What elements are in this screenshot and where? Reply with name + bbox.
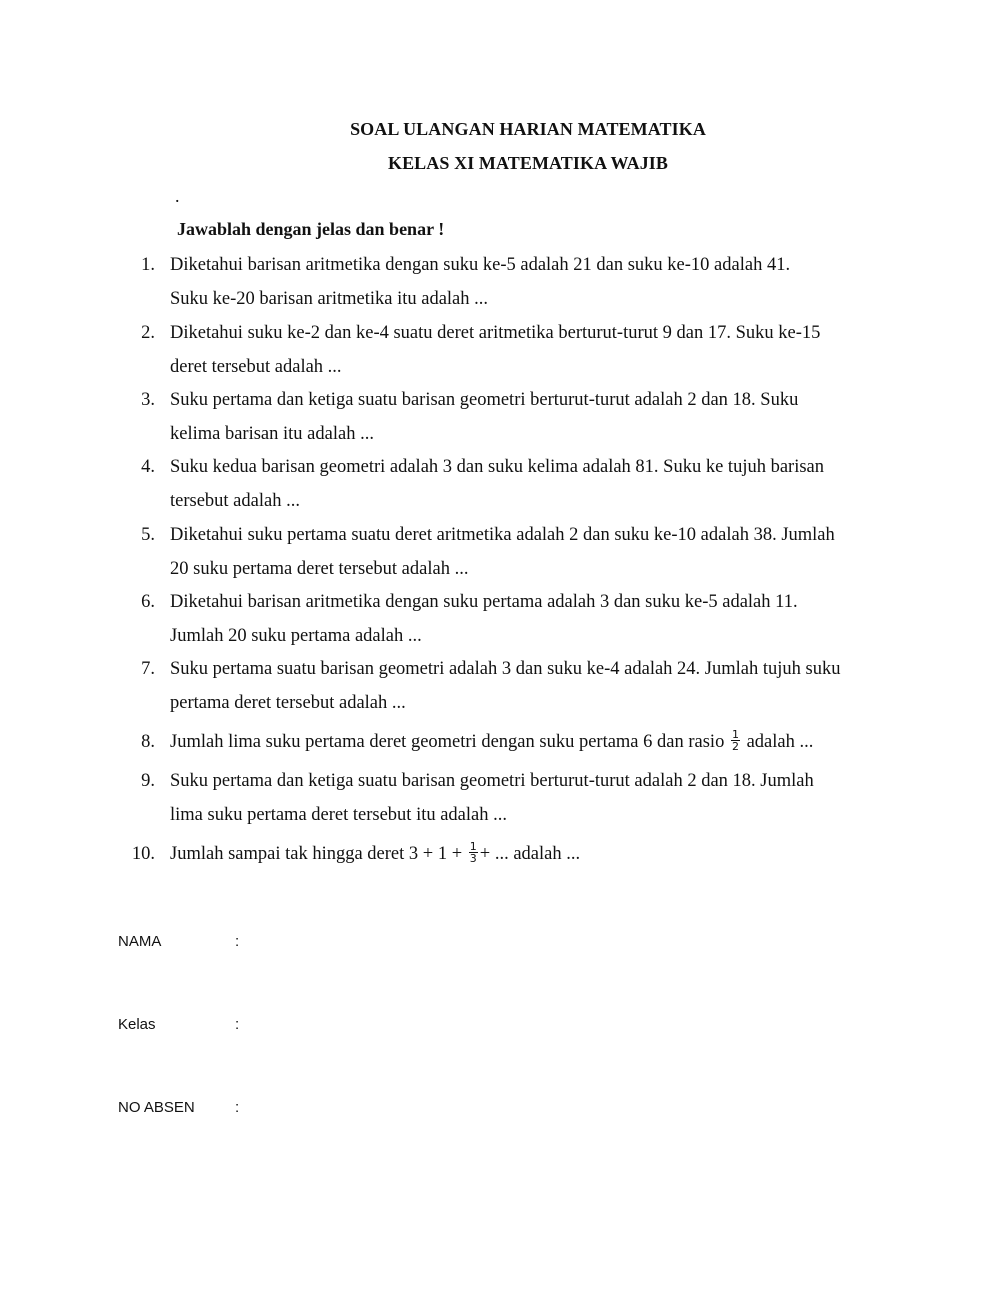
field-colon: : [235,933,240,950]
fraction-denominator: 2 [731,740,739,754]
question-number: 7. [141,659,155,679]
question-line: Suku pertama suatu barisan geometri adalah 3 dan suku ke-4 adalah 24. Jumlah tujuh suku [170,659,841,679]
fraction-numerator: 1 [469,840,477,854]
question-number: 8. [141,732,155,752]
question-line: lima suku pertama deret tersebut itu adalah ... [170,805,507,825]
instruction-text: Jawablah dengan jelas dan benar ! [177,219,445,239]
stray-dot: . [175,186,180,206]
question-number: 5. [141,525,155,545]
question-number: 6. [141,592,155,612]
question-line: kelima barisan itu adalah ... [170,424,374,444]
question-line: Jumlah sampai tak hingga deret 3 + 1 + [170,844,467,864]
field-colon: : [235,1016,240,1033]
question-text [170,316,900,384]
page-title: SOAL ULANGAN HARIAN MATEMATIKA [350,119,706,139]
question-text [170,837,900,871]
question-text [170,585,900,653]
fraction-denominator: 3 [469,852,477,866]
question-line: Diketahui barisan aritmetika dengan suku pertama adalah 3 dan suku ke-5 adalah 11. [170,592,798,612]
question-line: Diketahui suku ke-2 dan ke-4 suatu deret aritmetika berturut-turut 9 dan 17. Suku ke-15 [170,323,821,343]
fraction-numerator: 1 [731,728,739,742]
question-number: 2. [141,323,155,343]
question-number: 1. [141,255,155,275]
field-colon: : [235,1099,240,1116]
question-line: Suku pertama dan ketiga suatu barisan geometri berturut-turut adalah 2 dan 18. Jumlah [170,771,814,791]
question-line: Jumlah 20 suku pertama adalah ... [170,626,422,646]
question-line-end: adalah ... [746,732,814,752]
question-number: 4. [141,457,155,477]
page-subtitle: KELAS XI MATEMATIKA WAJIB [387,153,669,173]
question-line: tersebut adalah ... [170,491,300,511]
question-text [170,725,900,759]
question-number: 3. [141,390,155,410]
question-text [170,383,900,451]
field-label-no-absen: NO ABSEN [118,1099,195,1116]
field-label-nama: NAMA [118,933,162,950]
question-line-end: + ... adalah ... [479,844,581,864]
question-line: Suku pertama dan ketiga suatu barisan geometri berturut-turut adalah 2 dan 18. Suku [170,390,799,410]
field-label-kelas: Kelas [118,1016,156,1033]
question-line: Suku ke-20 barisan aritmetika itu adalah ... [170,289,489,309]
question-text [170,764,900,832]
question-number: 10. [131,844,155,864]
question-text [170,652,900,720]
question-line: Diketahui barisan aritmetika dengan suku ke-5 adalah 21 dan suku ke-10 adalah 41. [170,255,791,275]
question-text [170,518,900,586]
fraction [469,841,478,864]
question-line: Jumlah lima suku pertama deret geometri dengan suku pertama 6 dan rasio [170,732,725,752]
question-text [170,248,900,316]
question-line: pertama deret tersebut adalah ... [170,693,406,713]
question-text [170,450,900,518]
question-line: Diketahui suku pertama suatu deret aritmetika adalah 2 dan suku ke-10 adalah 38. Jumlah [170,525,835,545]
question-number: 9. [141,771,155,791]
question-line: deret tersebut adalah ... [170,357,342,377]
question-line: 20 suku pertama deret tersebut adalah ... [170,559,469,579]
fraction [731,729,740,752]
question-line: Suku kedua barisan geometri adalah 3 dan suku kelima adalah 81. Suku ke tujuh barisan [170,457,825,477]
